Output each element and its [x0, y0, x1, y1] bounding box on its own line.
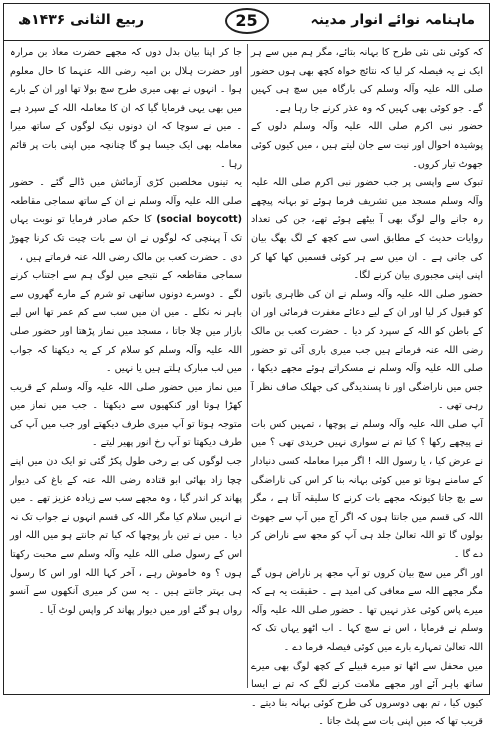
paragraph: آپ صلی اللہ علیہ وآلہ وسلم نے پوچھا ، تمہیں کس بات نے پیچھے رکھا ؟ کیا تم نے سواری نہیں خریدی تھی ؟ میں نے عرض کیا ، یا رسول اللہ ! اگر میرا معاملہ کسی دنیادار کے سامنے ہوتا تو میں کوئی بہانہ بنا کر اس کی ناراضگی سے بچ جاتا کیونکہ مجھے بات کرنے کا سلیقہ آتا ہے ، مگر اللہ کی قسم میں جانتا ہوں کہ اگر آج میں آپ سے جھوٹ بولوں گا تو اللہ تعالیٰ جلد ہی آپ کو مجھ سے ناراض کر دے گا ۔ [251, 418, 483, 561]
page-header [4, 4, 489, 41]
paragraph: جا کر اپنا بیان بدل دوں کہ مجھے حضرت معاذ بن مرارہ اور حضرت ہلال بن امیہ رضی اللہ عنہما کا حال معلوم ہوا ۔ انہوں نے بھی میری طرح سچ بولا تھا اور ان کے بارے میں بھی یہی فرمایا گیا کہ ان کا معاملہ اللہ کے سپرد ہے ۔ میں نے سوچا کہ ان دونوں نیک لوگوں کے ساتھ میرا معاملہ بھی ایک جیسا ہو گا چنانچہ میں اپنی بات پر قائم رہا ۔ [10, 47, 242, 170]
paragraph: تبوک سے واپسی پر جب حضور نبی اکرم صلی اللہ علیہ وآلہ وسلم مسجد میں تشریف فرما ہوئے تو بہانہ پیچھے رہ جانے والے لوگ بھی آ بیٹھے ہوئے تھے، جن کی تعداد روایات حدیث کے مطابق اسی سے کچھ کے لگ بھگ بیان کی جاتی ہے ۔ ان میں سے ہر کوئی قسمیں کھا کھا کر اپنی اپنی مجبوری بیان کرنے لگا۔ [251, 177, 483, 282]
paragraph: اور اگر میں سچ بیان کروں تو آپ مجھ پر ناراض ہوں گے مگر مجھے اللہ سے معافی کی امید ہے ۔ حقیقت یہ ہے کہ میرے پاس کوئی عذر نہیں تھا ۔ حضور صلی اللہ علیہ وآلہ وسلم نے فرمایا ، اس نے سچ کہا ۔ اب اٹھو یہاں تک کہ اللہ تعالیٰ تمہارے بارے میں کوئی فیصلہ فرما دے ۔ [251, 567, 483, 653]
paragraph-text: یہ تینوں مخلصین کڑی آزمائش میں ڈالے گئے ۔ حضور صلی اللہ علیہ وآلہ وسلم نے ان کے ساتھ سماجی مقاطعہ [10, 177, 242, 207]
paragraph: میں محفل سے اٹھا تو میرے قبیلے کے کچھ لوگ بھی میرے ساتھ باہر آئے اور مجھے ملامت کرنے لگے کہ تم نے ایسا کیوں کیا ، تم بھی دوسروں کی طرح کوئی بہانہ بنا دیتے ۔ قریب تھا کہ میں اپنی بات سے پلٹ جاتا ۔ [251, 660, 483, 728]
english-term: (social boycott) [156, 214, 243, 226]
magazine-title: ماہنامہ نوائے انوار مدینہ [310, 12, 475, 28]
paragraph-text: کا حکم صادر فرمایا تو نوبت یہاں تک آ پہنچی کہ لوگوں نے ان سے بات چیت تک کرنا چھوڑ دی ۔ حضرت کعب بن مالک رضی اللہ عنہ فرماتے ہیں ، [10, 214, 242, 263]
paragraph: جب لوگوں کی بے رخی طول پکڑ گئی تو ایک دن میں اپنے چچا زاد بھائی ابو قتادہ رضی اللہ عنہ کے باغ کی دیوار پھاند کر اندر گیا ، وہ مجھے سب سے زیادہ عزیز تھے ۔ میں نے انہیں سلام کیا مگر اللہ کی قسم انہوں نے جواب تک نہ دیا ۔ میں نے تین بار پوچھا کہ کیا تم جانتے ہو میں اللہ اور اس کے رسول صلی اللہ علیہ وآلہ وسلم سے محبت رکھتا ہوں ؟ وہ خاموش رہے ، آخر کہا اللہ اور اس کا رسول ہی بہتر جانتے ہیں ۔ یہ سن کر میری آنکھوں سے آنسو رواں ہو گئے اور میں دیوار پھاند کر واپس لوٹ آیا ۔ [10, 456, 242, 616]
article-body [10, 44, 483, 728]
paragraph: کہ کوئی نئی نئی طرح کا بہانہ بتائے، مگر ہم میں سے ہر ایک نے یہ فیصلہ کر لیا کہ نتائج خواہ کچھ بھی ہوں حضور صلی اللہ علیہ وآلہ وسلم کی بارگاہ میں سچ ہی کہیں گے۔ جو کوئی بھی کہیں کہ وہ عذر کرنے جا رہا ہے۔ [251, 47, 483, 114]
page-frame [3, 3, 490, 728]
paragraph [10, 174, 242, 267]
left-column [10, 44, 242, 688]
right-column [251, 44, 483, 728]
issue-date: ربیع الثانی ۱۴۳۶ھ [18, 12, 145, 28]
column-divider [247, 44, 248, 688]
paragraph: حضور نبی اکرم صلی اللہ علیہ وآلہ وسلم دلوں کے پوشیدہ احوال اور نیت سے جان لیتے ہیں ، میں کیوں کوئی جھوٹ تیار کروں۔ [251, 121, 483, 170]
page-number: 25 [225, 8, 269, 34]
paragraph: حضور صلی اللہ علیہ وآلہ وسلم نے ان کی ظاہری باتوں کو قبول کر لیا اور ان کے لیے دعائے مغفرت فرمائی اور ان کے باطن کو اللہ کے سپرد کر دیا ۔ حضرت کعب بن مالک رضی اللہ عنہ فرماتے ہیں جب میری باری آئی تو حضور صلی اللہ علیہ وآلہ وسلم نے مسکراتے ہوئے مجھے دیکھا ، جس میں ناراضگی اور نا پسندیدگی کی جھلک صاف نظر آ رہی تھی ۔ [251, 288, 483, 412]
paragraph: سماجی مقاطعہ کے نتیجے میں لوگ ہم سے اجتناب کرنے لگے ۔ دوسرے دونوں ساتھی تو شرم کے مارے گھروں سے باہر نہ نکلے ۔ میں ان میں سب سے کم عمر تھا اس لیے بازار میں چلا جاتا ، مسجد میں نماز پڑھتا اور حضور صلی اللہ علیہ وآلہ وسلم کو سلام کر کے یہ دیکھتا کہ جواب میں لب مبارک ہلتے ہیں یا نہیں ۔ [10, 270, 242, 375]
paragraph: میں نماز میں حضور صلی اللہ علیہ وآلہ وسلم کے قریب کھڑا ہوتا اور کنکھیوں سے دیکھتا ۔ جب میں نماز میں متوجہ ہوتا تو آپ میری طرف دیکھتے اور جب میں آپ کی طرف دیکھتا تو آپ رخ انور پھیر لیتے ۔ [10, 381, 242, 449]
